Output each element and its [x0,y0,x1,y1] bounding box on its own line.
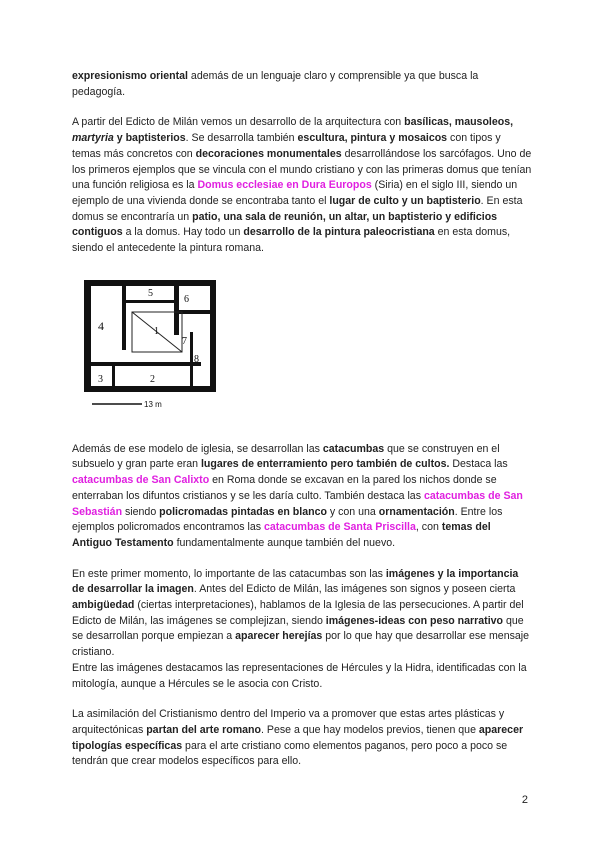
paragraph-asimilacion [72,707,532,770]
text: . Se desarrolla también [185,132,298,145]
room-label: 2 [150,373,155,385]
text: que se construyen en el subsuelo y gran parte eran [72,442,500,471]
italic-bold-text: martyria [72,132,114,145]
bold-text: policromadas pintadas en blanco [159,505,327,518]
bold-text: aparecer tipologías específicas [72,723,524,752]
text: y con una [326,505,379,518]
text: Destaca las [449,458,508,471]
bold-text: catacumbas [322,442,385,455]
bold-text: desarrollo de la pintura paleocristiana [243,226,435,239]
floor-plan-drawing [72,272,222,420]
bold-text: lugares de enterramiento pero también de cultos. [200,458,450,471]
scale-label: 13 m [144,399,162,409]
text: A partir del Edicto de Milán vemos un desarrollo de la arquitectura con [72,116,405,129]
text: además de un lenguaje claro y comprensible ya que busca la pedagogía. [72,70,479,98]
page-number: 2 [521,794,528,806]
bold-text: imágenes y la importancia de desarrollar la imagen [72,567,519,596]
bold-text: temas del Antiguo Testamento [72,521,491,549]
bold-text: lugar de culto y un baptisterio [329,194,481,207]
room-label: 8 [194,353,199,365]
highlight-text: catacumbas de San Calixto [72,474,210,487]
highlight-text: catacumbas de San Sebastián [72,489,523,518]
text: La asimilación del Cristianismo dentro del Imperio va a promover que estas artes plásticas y arquitectónicas [72,708,505,736]
bold-text: patio, una sala de reunión, un altar, un baptisterio y edificios contiguos [72,210,498,239]
text: . Entre los ejemplos policromados encontramos las [72,505,503,534]
document-body [72,69,532,785]
bold-text: escultura, pintura y mosaicos [297,132,448,145]
text: en Roma donde se excavan en la pared los nichos donde se enterraban los difuntos cristianos y se les daría culto. También destaca las [72,474,497,502]
text: desarrollándose los sarcófagos. Uno de los primeros ejemplos que se vincula con el mundo cristiano y con las primeras domus que tenían una función religiosa es la [72,147,532,192]
bold-text: ambigüedad [72,599,135,612]
text: (Siria) en el siglo III, siendo un ejemplo de una vivienda donde se encontraba tanto el [72,179,518,207]
bold-text: y baptisterios [113,132,186,145]
text: en esta domus, siendo el antecedente la pintura romana. [72,226,511,255]
text: por lo que hay que desarrollar ese mensaje cristiano. [72,630,530,659]
paragraph-intro-end [72,69,532,100]
text: . En esta domus se encontraría un [72,194,523,223]
paragraph-imagenes [72,567,532,693]
text: , con [415,521,442,534]
bold-text: ornamentación [378,505,455,518]
room-label: 4 [98,318,104,333]
text: con tipos y temas más concretos con [72,132,501,160]
highlight-text: catacumbas de Santa Priscilla [263,521,416,534]
paragraph-catacumbas [72,442,532,552]
floor-plan-image [72,272,222,420]
highlight-text: Domus ecclesiae en Dura Europos [197,179,372,192]
bold-text: expresionismo oriental [72,70,188,82]
bold-text: aparecer herejías [235,630,323,643]
text: Entre las imágenes destacamos las representaciones de Hércules y la Hidra, identificadas con la mitología, aunque a Hércules se le asocia con Cristo. [72,661,527,690]
room-label: 5 [148,287,153,299]
room-label: 6 [184,293,189,305]
text: Además de ese modelo de iglesia, se desarrollan las [72,442,323,455]
room-label: 3 [98,373,103,385]
text: que se desarrollan porque empiezan a [72,614,524,643]
room-label: 7 [182,335,187,347]
text: . Antes del Edicto de Milán, las imágenes son signos y poseen cierta [193,583,516,596]
room-label: 1 [154,325,159,337]
text: siendo [122,505,160,518]
paragraph-edicto-milan [72,115,532,256]
bold-text: basílicas, mausoleos, [404,116,514,129]
text: para el arte cristiano como elementos paganos, pero poco a poco se tendrán que crear modelos específicos para ello. [72,739,508,768]
text: fundamentalmente aunque también del nuevo. [173,536,396,549]
text: . Pese a que hay modelos previos, tienen que [261,723,479,736]
bold-text: partan del arte romano [146,723,261,736]
text: (ciertas interpretaciones), hablamos de la Iglesia de las persecuciones. A partir del Edicto de Milán, las imágenes se complejizan, siendo [72,599,524,627]
text: En este primer momento, lo importante de las catacumbas son las [72,567,386,580]
text: a la domus. Hay todo un [122,226,244,239]
bold-text: imágenes-ideas con peso narrativo [325,614,504,627]
bold-text: decoraciones monumentales [195,147,342,160]
